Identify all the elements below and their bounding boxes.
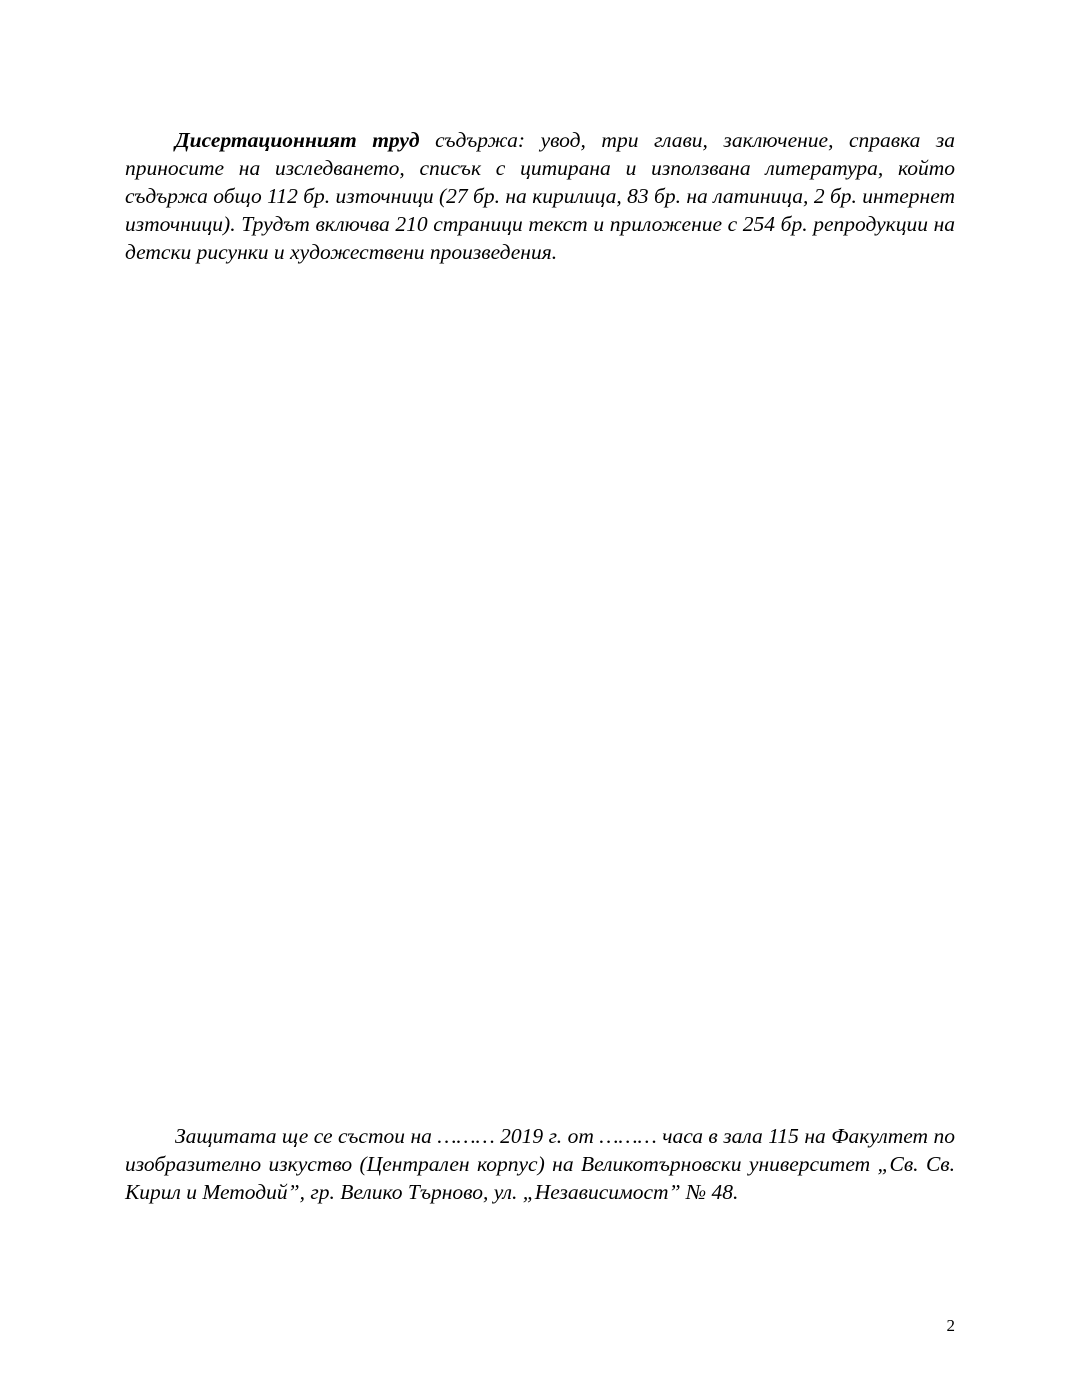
dissertation-summary-bold-lead: Дисертационният труд (175, 128, 420, 152)
defense-info-paragraph (125, 1122, 955, 1206)
dissertation-summary-text: съдържа: увод, три глави, заключение, справка за приносите на изследването, списък с цитирана и използвана литература, който съдържа общо 112 бр. източници (27 бр. на кирилица, 83 бр. на латиница, 2 бр. интернет източници). Трудът включва 210 страници текст и приложение с 254 бр. репродукции на детски рисунки и художествени произведения. (125, 128, 956, 264)
dissertation-summary-paragraph (125, 126, 955, 266)
defense-info-text: Защитата ще се състои на ……… 2019 г. от ……… часа в зала 115 на Факултет по изобразително изкуство (Централен корпус) на Великотърновски университет „Св. Св. Кирил и Методий”, гр. Велико Търново, ул. „Независимост” № 48. (125, 1124, 955, 1204)
page-number: 2 (946, 1316, 955, 1335)
